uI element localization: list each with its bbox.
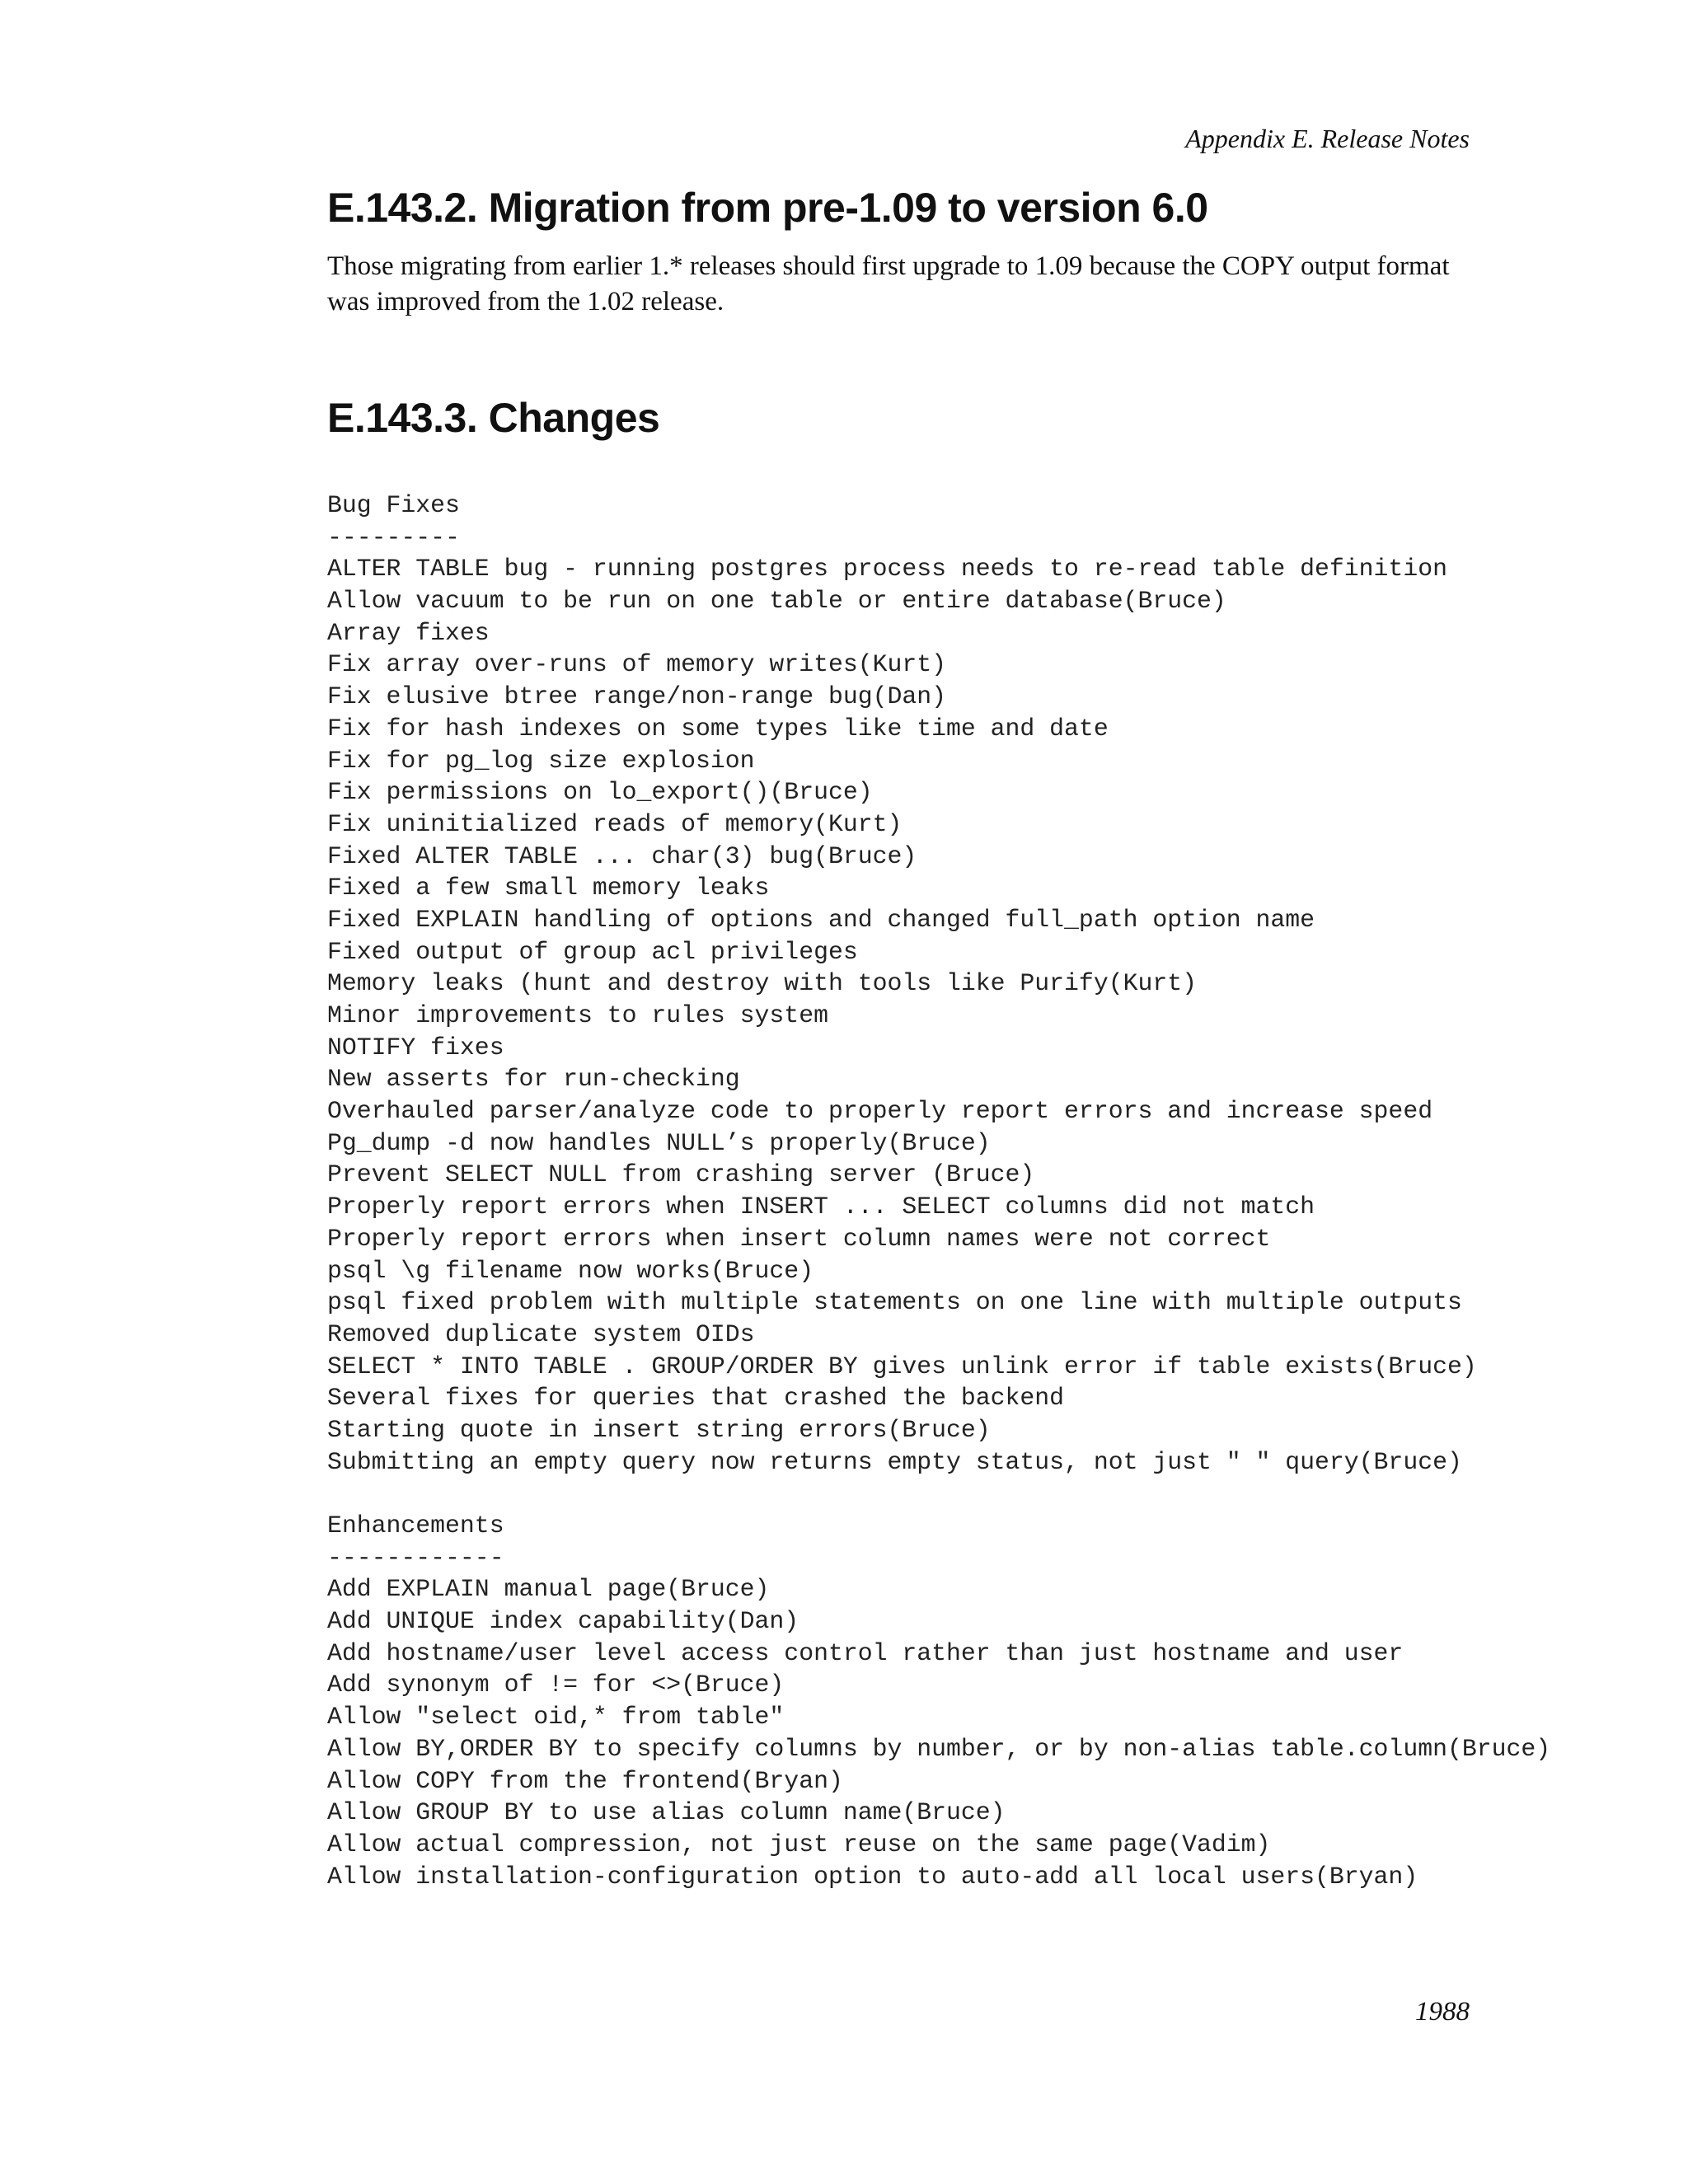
listing-line: NOTIFY fixes [327, 1033, 504, 1062]
listing-line: Fix for pg_log size explosion [327, 746, 755, 775]
listing-line: Fixed EXPLAIN handling of options and changed full_path option name [327, 905, 1315, 934]
listing-line: Removed duplicate system OIDs [327, 1319, 755, 1348]
listing-line: Array fixes [327, 618, 490, 647]
listing-line: ALTER TABLE bug - running postgres process needs to re-read table definition [327, 555, 1447, 583]
listing-line: --------- [327, 523, 460, 551]
listing-line: Add EXPLAIN manual page(Bruce) [327, 1575, 770, 1604]
listing-line: Fixed a few small memory leaks [327, 874, 770, 902]
listing-line: Several fixes for queries that crashed the backend [327, 1384, 1065, 1413]
page-number: 1988 [1415, 1997, 1470, 2027]
migration-paragraph: Those migrating from earlier 1.* releases should first upgrade to 1.09 because the COPY output format was improved from the 1.02 release. [327, 251, 1450, 316]
listing-line: Minor improvements to rules system [327, 1001, 828, 1029]
listing-line: Pg_dump -d now handles NULL’s properly(Bruce) [327, 1128, 991, 1157]
listing-line: Memory leaks (hunt and destroy with tools like Purify(Kurt) [327, 969, 1197, 998]
listing-line: Fix for hash indexes on some types like time and date [327, 714, 1109, 743]
section-heading-migration: E.143.2. Migration from pre-1.09 to version 6.0 [327, 185, 1208, 231]
listing-line: Fix uninitialized reads of memory(Kurt) [327, 809, 903, 838]
listing-line [327, 1478, 1550, 1510]
listing-line: Fixed output of group acl privileges [327, 937, 858, 966]
listing-line: Allow GROUP BY to use alias column name(Bruce) [327, 1798, 1006, 1827]
listing-line: Fix array over-runs of memory writes(Kurt) [327, 650, 947, 679]
running-header: Appendix E. Release Notes [1185, 124, 1470, 153]
listing-line: Submitting an empty query now returns empty status, not just " " query(Bruce) [327, 1447, 1462, 1476]
listing-line: Add synonym of != for <>(Bruce) [327, 1671, 785, 1699]
listing-line: ------------ [327, 1543, 504, 1572]
listing-line: Starting quote in insert string errors(Bruce) [327, 1415, 991, 1444]
listing-line: Fixed ALTER TABLE ... char(3) bug(Bruce) [327, 841, 917, 870]
listing-line: Properly report errors when INSERT ... SELECT columns did not match [327, 1193, 1315, 1221]
listing-line: Properly report errors when insert column names were not correct [327, 1224, 1271, 1253]
listing-line: New asserts for run-checking [327, 1065, 740, 1094]
changes-listing [327, 490, 1550, 1892]
listing-line: Allow COPY from the frontend(Bryan) [327, 1766, 843, 1795]
listing-line: Fix elusive btree range/non-range bug(Dan) [327, 682, 947, 711]
listing-line: Add hostname/user level access control rather than just hostname and user [327, 1638, 1404, 1667]
section-heading-changes: E.143.3. Changes [327, 395, 660, 441]
listing-line: psql fixed problem with multiple statements on one line with multiple outputs [327, 1288, 1462, 1317]
listing-line: Fix permissions on lo_export()(Bruce) [327, 778, 873, 807]
listing-line: Allow "select oid,* from table" [327, 1703, 785, 1732]
listing-line: Allow installation-configuration option to auto-add all local users(Bryan) [327, 1862, 1418, 1891]
listing-line: SELECT * INTO TABLE . GROUP/ORDER BY gives unlink error if table exists(Bruce) [327, 1352, 1477, 1380]
listing-line: Allow actual compression, not just reuse on the same page(Vadim) [327, 1830, 1271, 1858]
listing-line: Enhancements [327, 1511, 504, 1540]
listing-line: Allow BY,ORDER BY to specify columns by number, or by non-alias table.column(Bruce) [327, 1734, 1551, 1763]
listing-line: Bug Fixes [327, 491, 460, 519]
listing-line: Add UNIQUE index capability(Dan) [327, 1607, 799, 1636]
listing-line: Allow vacuum to be run on one table or entire database(Bruce) [327, 587, 1226, 616]
listing-line: Prevent SELECT NULL from crashing server (Bruce) [327, 1160, 1035, 1189]
listing-line: Overhauled parser/analyze code to properly report errors and increase speed [327, 1097, 1433, 1126]
listing-line: psql \g filename now works(Bruce) [327, 1256, 814, 1285]
